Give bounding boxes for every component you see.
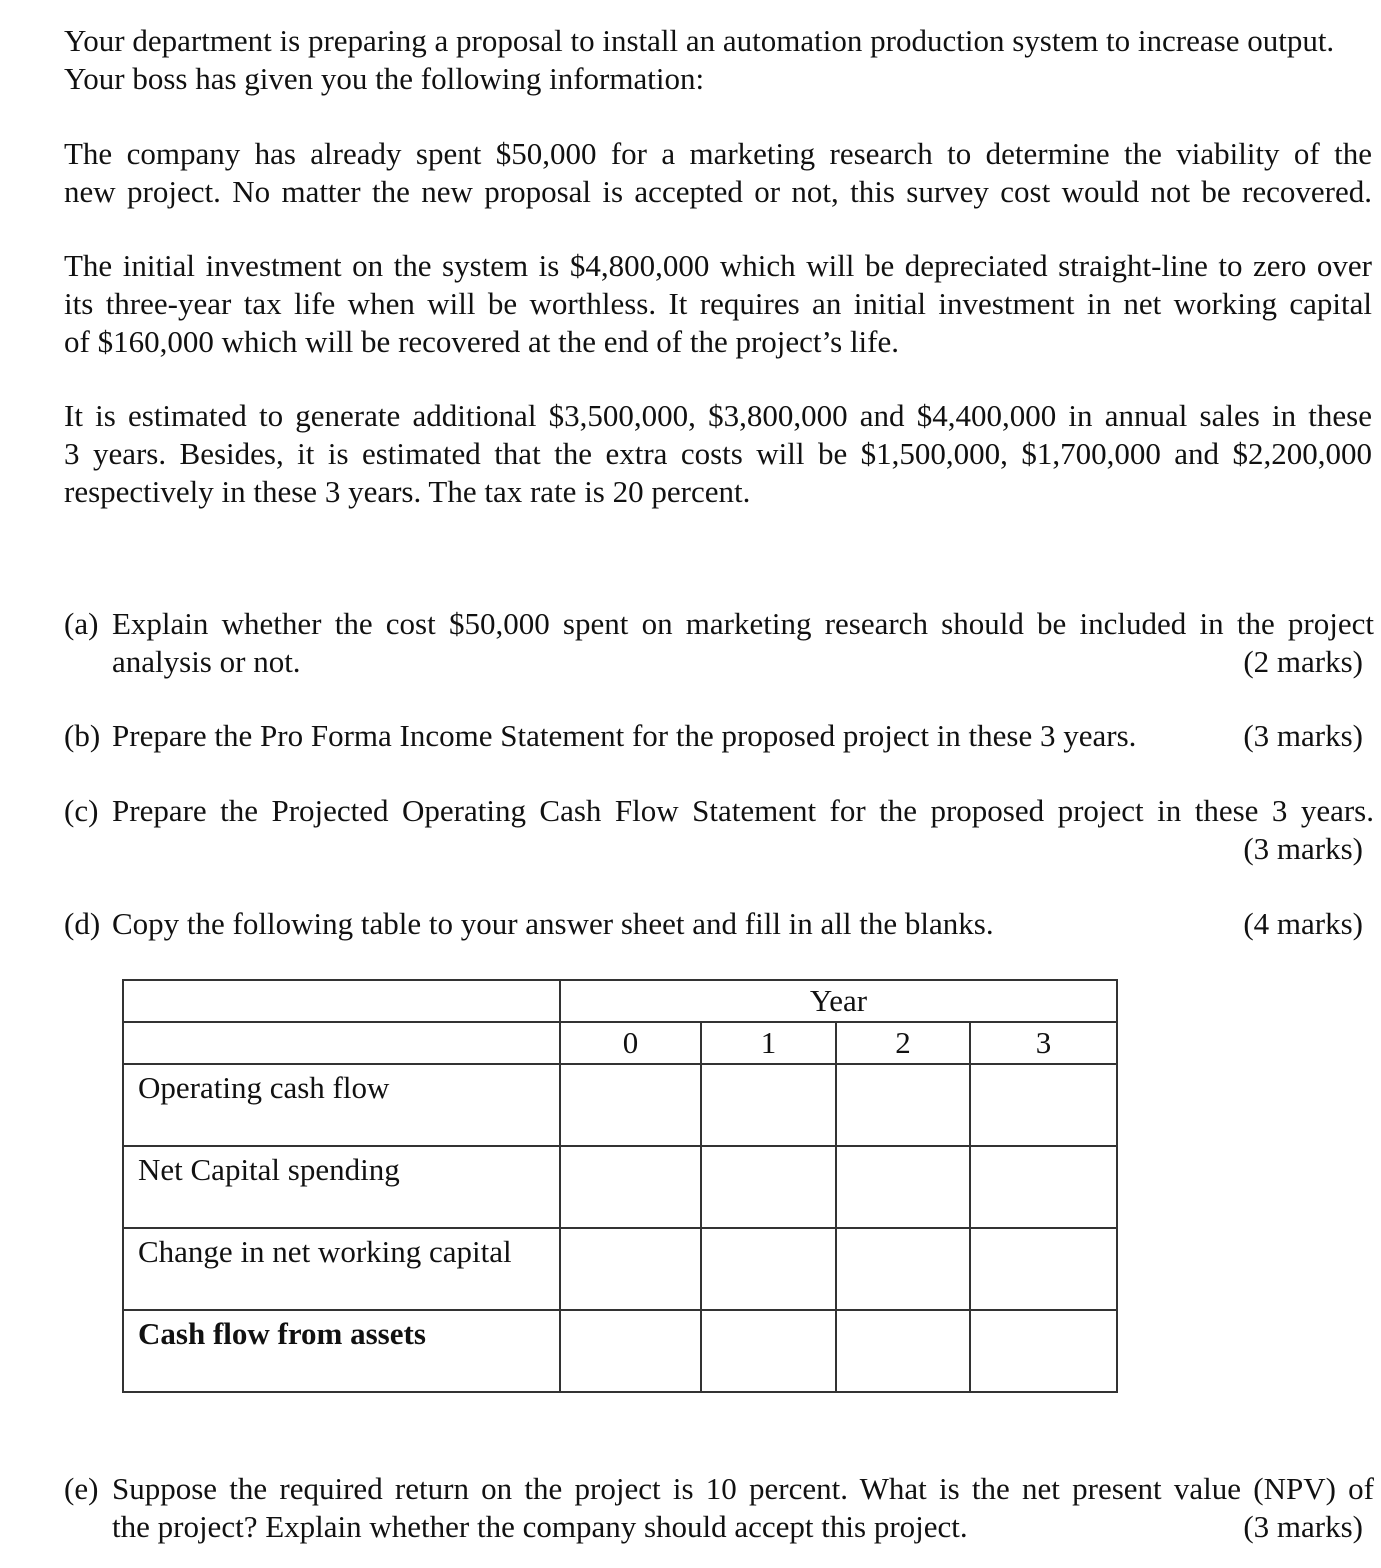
question-text: Explain whether the cost $50,000 spent on marketing research should be included in the project [112, 606, 1374, 641]
blank-cell [970, 1228, 1117, 1310]
row-label: Operating cash flow [123, 1064, 560, 1146]
blank-cell [970, 1310, 1117, 1392]
question-text: Copy the following table to your answer sheet and fill in all the blanks. [112, 906, 994, 941]
year-cell: 2 [836, 1022, 970, 1064]
marks-label: (3 marks) [1243, 1509, 1363, 1544]
blank-cell [970, 1064, 1117, 1146]
blank-cell [560, 1146, 701, 1228]
blank-cell [560, 1310, 701, 1392]
paragraph-line: new project. No matter the new proposal is accepted or not, this survey cost would not be recovered. [64, 174, 1372, 209]
investment-paragraph [64, 247, 1372, 361]
marks-label: (2 marks) [1243, 644, 1363, 679]
table-row [123, 1310, 1117, 1392]
blank-cell [836, 1064, 970, 1146]
year-header: Year [560, 980, 1117, 1022]
blank-cell [836, 1228, 970, 1310]
intro-paragraph [64, 22, 1372, 98]
table-row [123, 1228, 1117, 1310]
marks-label: (3 marks) [1243, 718, 1363, 753]
row-label-total: Cash flow from assets [123, 1310, 560, 1392]
blank-cell [701, 1228, 836, 1310]
sales-costs-paragraph [64, 397, 1372, 511]
question-e [64, 1470, 1374, 1546]
paragraph-line: respectively in these 3 years. The tax rate is 20 percent. [64, 474, 751, 509]
question-label: (a) [64, 606, 99, 641]
question-a [64, 605, 1374, 681]
question-label: (b) [64, 718, 101, 753]
question-text: Prepare the Pro Forma Income Statement for the proposed project in these 3 years. [112, 718, 1137, 753]
question-text: the project? Explain whether the company should accept this project. [112, 1509, 968, 1544]
table-header-row [123, 980, 1117, 1022]
question-b [64, 717, 1374, 755]
table-years-row [123, 1022, 1117, 1064]
paragraph-line: of $160,000 which will be recovered at the end of the project’s life. [64, 324, 900, 359]
question-d [64, 905, 1374, 943]
question-text: Prepare the Projected Operating Cash Flow Statement for the proposed project in these 3 years. [112, 793, 1374, 828]
marks-label: (4 marks) [1243, 906, 1363, 941]
blank-cell [560, 1228, 701, 1310]
year-cell: 3 [970, 1022, 1117, 1064]
intro-line-1: Your department is preparing a proposal to install an automation production system to increase output. [64, 23, 1335, 58]
table-blank-cell [123, 1022, 560, 1064]
table-row [123, 1146, 1117, 1228]
blank-cell [701, 1064, 836, 1146]
question-label: (e) [64, 1471, 99, 1506]
question-c [64, 792, 1374, 868]
paragraph-line: The initial investment on the system is $4,800,000 which will be depreciated straight-line to zero over [64, 248, 1372, 283]
question-label: (c) [64, 793, 99, 828]
paragraph-line: 3 years. Besides, it is estimated that the extra costs will be $1,500,000, $1,700,000 and $2,200,000 [64, 436, 1372, 471]
blank-cell [970, 1146, 1117, 1228]
marks-label: (3 marks) [1243, 831, 1363, 866]
question-text: Suppose the required return on the project is 10 percent. What is the net present value (NPV) of [112, 1471, 1374, 1506]
paragraph-line: The company has already spent $50,000 for a marketing research to determine the viability of the [64, 136, 1372, 171]
year-cell: 1 [701, 1022, 836, 1064]
blank-cell [836, 1310, 970, 1392]
intro-line-2: Your boss has given you the following information: [64, 61, 705, 96]
table-corner-cell [123, 980, 560, 1022]
row-label: Net Capital spending [123, 1146, 560, 1228]
blank-cell [836, 1146, 970, 1228]
row-label: Change in net working capital [123, 1228, 560, 1310]
blank-cell [560, 1064, 701, 1146]
blank-cell [701, 1146, 836, 1228]
marketing-research-paragraph [64, 135, 1372, 211]
question-label: (d) [64, 906, 101, 941]
year-cell: 0 [560, 1022, 701, 1064]
blank-cell [701, 1310, 836, 1392]
paragraph-line: It is estimated to generate additional $3,500,000, $3,800,000 and $4,400,000 in annual sales in these [64, 398, 1372, 433]
question-text: analysis or not. [112, 644, 301, 679]
paragraph-line: its three-year tax life when will be worthless. It requires an initial investment in net working capital [64, 286, 1372, 321]
table-row [123, 1064, 1117, 1146]
cash-flow-table [122, 979, 1118, 1393]
